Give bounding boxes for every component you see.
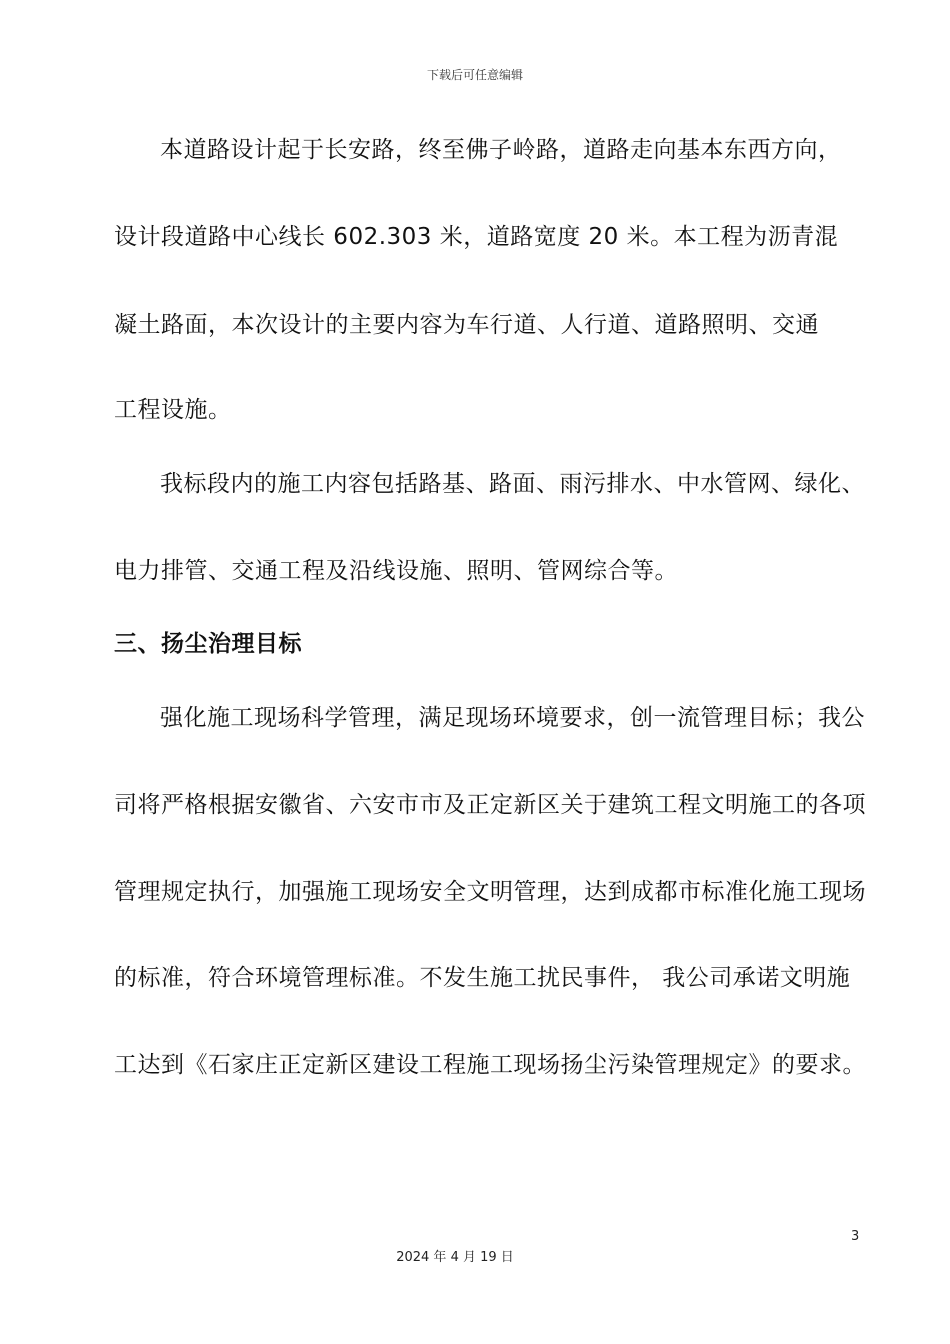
section3-line-5: 工达到《石家庄正定新区建设工程施工现场扬尘污染管理规定》的要求。 [114,1052,866,1078]
paragraph2-line-2: 电力排管、交通工程及沿线设施、照明、管网综合等。 [114,558,678,584]
section3-line-1: 强化施工现场科学管理，满足现场环境要求，创一流管理目标；我公 [160,705,865,731]
paragraph1-line-2: 设计段道路中心线长 602.303 米，道路宽度 20 米。本工程为沥青混 [114,224,839,250]
section3-line-2: 司将严格根据安徽省、六安市市及正定新区关于建筑工程文明施工的各项 [114,792,866,818]
paragraph1-line-4: 工程设施。 [114,397,232,423]
paragraph2-line-1: 我标段内的施工内容包括路基、路面、雨污排水、中水管网、绿化、 [160,471,865,497]
header-note: 下载后可任意编辑 [426,68,523,82]
section3-line-3: 管理规定执行，加强施工现场安全文明管理，达到成都市标准化施工现场 [114,879,866,905]
section3-line-4: 的标准，符合环境管理标准。不发生施工扰民事件， 我公司承诺文明施 [114,965,851,991]
footer-date: 2024 年 4 月 19 日 [396,1250,514,1265]
paragraph1-line-1: 本道路设计起于长安路，终至佛子岭路，道路走向基本东西方向， [160,137,842,163]
paragraph1-line-3: 凝土路面，本次设计的主要内容为车行道、人行道、道路照明、交通 [114,312,819,338]
page-number: 3 [851,1229,860,1244]
section-heading: 三、扬尘治理目标 [114,631,302,657]
